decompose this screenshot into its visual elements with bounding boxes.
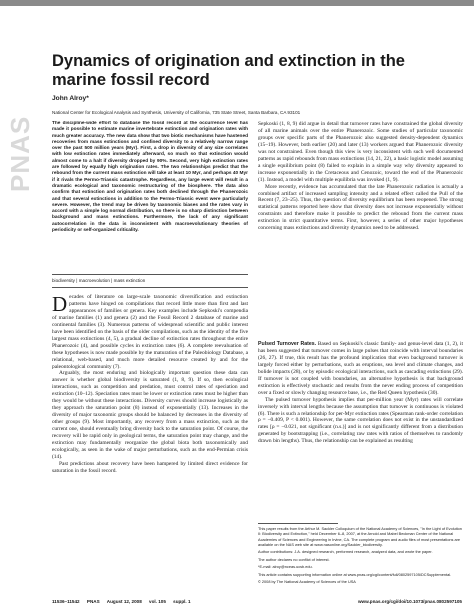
- left-column: [52, 121, 248, 599]
- footer-suppl: suppl. 1: [173, 599, 191, 604]
- intro-body: [52, 294, 248, 599]
- footer-volume: vol. 105: [149, 599, 166, 604]
- right-paragraph-2: More recently, evidence has accumulated that the late Phanerozoic radiation is actually a combined artifact of increased sampling intensity and a related effect called the Pull of the Recent (7, 23–25). Thus, the question of diversity equilibrium has been reopened. The strong statistical patterns reported here show that diversity does not increase exponentially without constraints and therefore make it possible to predict the rebound from the current mass extinction in strict quantitative terms. First, however, a series of other major hypotheses concerning mass extinctions and diversity dynamics need to be addressed.: [258, 183, 463, 232]
- footnotes: [258, 527, 463, 586]
- pulsed-turnover-section: [258, 341, 463, 517]
- section-paragraph-1-text: Based on Sepkoski's classic family- and genus-level data (1, 2), it has been suggested that turnover comes in large pulses that coincide with interval boundaries (26, 27). If true, this result has the profound implication that even background turnover is largely forced either by perturbations, such as eruptions, sea level and climate changes, and bolide impacts (28), or by episodic ecological interactions, such as cascading extinctions (29). If turnover is not coupled with boundaries, an alternative hypothesis is that background extinction is effectively stochastic and results from the never ending process of competition over a fixed or slowly changing resource base, i.e., the Red Queen hypothesis (30).: [258, 341, 463, 396]
- footnote-contributions: Author contributions: J.A. designed research, performed research, analyzed data, and wrote the paper.: [258, 550, 433, 555]
- right-body-top: [258, 121, 463, 337]
- abstract: The discipline-wide effort to database the fossil record at the occurrence level has made it possible to estimate marine invertebrate extinction and origination rates with much greater accuracy. The new data show that two biotic mechanisms have hastened recoveries from mass extinctions and confined diversity to a relatively narrow range over the past 500 million years (Myr). First, a drop in diversity of any size correlates with low extinction rates immediately afterward, so much so that extinction would almost come to a halt if diversity dropped by 90%. Second, very high extinction rates are followed by equally high origination rates. The two relationships predict that the rebound from the current mass extinction will take at least 10 Myr, and perhaps 40 Myr if it rivals the Permo-Triassic catastrophe. Regardless, any large event will result in a dramatic ecological and taxonomic restructuring of the biosphere. The data also confirm that extinction and origination rates both declined through the Phanerozoic and that several extinctions in addition to the Permo-Triassic event were particularly severe. However, the trend may be driven by taxonomic biases and the rates vary in accord with a simple log normal distribution, so there is no sharp distinction between background and mass extinctions. Furthermore, the lack of any significant autocorrelation in the data is inconsistent with macroevolutionary theories of periodicity or self-organized criticality.: [52, 121, 248, 234]
- footnote-colloquium: This paper results from the Arthur M. Sackler Colloquium of the National Academy of Sciences, "In the Light of Evolution II: Biodiversity and Extinction," held December 6–8, 2007, at the Arnold and Mabel Beckman Center of the National Academies of Sciences and Engineering in Irvine, CA. The complete program and audio files of most presentations are available on the NAS web site at www.nasonline.org/Sackler_biodiversity.: [258, 527, 462, 547]
- section-paragraph-2: The pulsed turnover hypothesis implies that per-million year (Myr) rates will correlate inversely with interval lengths because the assumption that turnover is continuous is violated (6). There is such a relationship for per-Myr extinction rates (Spearman rank-order correlation ρ = −0.409, P < 0.001). However, the same correlation does not exist in the unstandardized rates [ρ = −0.021, not significant (n.s.)] and is not significantly different from a distribution generated by bootstrapping (i.e., correlating raw rates with ratios of themselves to randomly drawn bin lengths). Thus, the relationship can be explained as resulting: [258, 396, 463, 445]
- pnas-watermark: PNAS: [5, 115, 35, 192]
- footnote-supporting-info: This article contains supporting information online at www.pnas.org/cgi/content/full/0802597105/DCSupplemental.: [258, 572, 452, 577]
- journal-banner: [0, 0, 474, 6]
- intro-paragraph-2: Arguably, the most enduring and biologically important question these data can answer is whether global biodiversity is saturated (1, 8, 9). If so, then ecological interactions, such as competition and predation, must control rates of speciation and extinction (10–12). Speciation rates must be lower or extinction rates must be higher than they would be without these interactions. Diversity curves should increase logistically as they approach the saturation point (8) instead of exponentially (13). Increases in the diversity of major taxonomic groups should be balanced by decreases in the diversity of other groups (9). Most importantly, any recovery from a mass extinction, such as the current one, should eventually bring diversity back to the saturation point. Of course, the recovery will be rapid only in geological terms, the saturation point may change, and the extinction may fundamentally reorganize the global biota both taxonomically and ecologically, as seen in the wake of major perturbations, such as the end-Permian crisis (14).: [52, 370, 248, 460]
- footer-date: August 12, 2008: [106, 599, 142, 604]
- intro-paragraph-1-text: ecades of literature on large-scale taxonomic diversification and extinction patterns have hinged on compilations that record little more than first and last appearances of families or genera. Key examples include Sepkoski's compendia of marine families (1) and genera (2) and the Fossil Record 2 database of marine and continental families (3). Numerous patterns of widespread scientific and public interest have been identified on the basis of the older compilations, such as the identity of the five largest mass extinctions (4, 5), a gradual decline of extinction rates throughout the entire Phanerozoic (4), and possible cycles in extinction rates (6). A complete reevaluation of these hypotheses is now made possible by the maturation of the Paleobiology Database, a relational, web-based, and much more detailed resource created by and for the paleontological community (7).: [52, 294, 248, 370]
- paper-title: Dynamics of origination and extinction in the marine fossil record: [52, 52, 405, 89]
- footer-doi-link[interactable]: www.pnas.org/cgi/doi/10.1073/pnas.0802597105: [357, 599, 462, 604]
- footnote-copyright: © 2008 by The National Academy of Sciences of the USA: [258, 580, 356, 585]
- drop-cap: D: [52, 294, 68, 316]
- footnote-email: *E-mail: alroy@nceas.ucsb.edu.: [258, 565, 313, 570]
- author-affiliation: National Center for Ecological Analysis and Synthesis, University of California, 735 State Street, Santa Barbara, CA 93101: [52, 110, 301, 115]
- right-paragraph-1: Sepkoski (1, 8, 9) did argue in detail that turnover rates have constrained the global diversity of all marine animals over the entire Phanerozoic. Some studies of particular taxonomic groups over specific parts of the Phanerozoic also suggested density-dependent dynamics (15–19). However, both earlier (20) and later (13) workers argued that Phanerozoic diversity was not constrained. Even though this view is very inconsistent with such well documented patterns as rapid rebounds from mass extinctions (14, 21, 22), a basic logistic model assuming a single equilibrium point (8) failed to explain in a simple way why diversity appeared to increase exponentially in the Cretaceous and Cenozoic, toward the end of the Phanerozoic (1). Instead, a model with multiple equilibria was invoked (1, 9).: [258, 121, 463, 183]
- section-heading: Pulsed Turnover Rates.: [258, 341, 317, 347]
- keyword-rule-bottom: [52, 287, 248, 288]
- footnote-conflict: The author declares no conflict of interest.: [258, 557, 330, 562]
- section-paragraph-1: [258, 341, 463, 397]
- footnote-rule: [258, 523, 338, 524]
- footer-pages: 11536–11542: [52, 599, 80, 604]
- keywords: biodiversity | macroevolution | mass extinction: [52, 278, 146, 283]
- intro-paragraph-3: Past predictions about recovery have been hampered by limited direct evidence for saturation in the fossil record.: [52, 460, 248, 474]
- footer-journal: PNAS: [86, 599, 100, 604]
- author-name: John Alroy*: [52, 95, 89, 102]
- intro-paragraph-1: [52, 294, 248, 370]
- footer-citation: [52, 599, 197, 604]
- right-column: [258, 121, 463, 588]
